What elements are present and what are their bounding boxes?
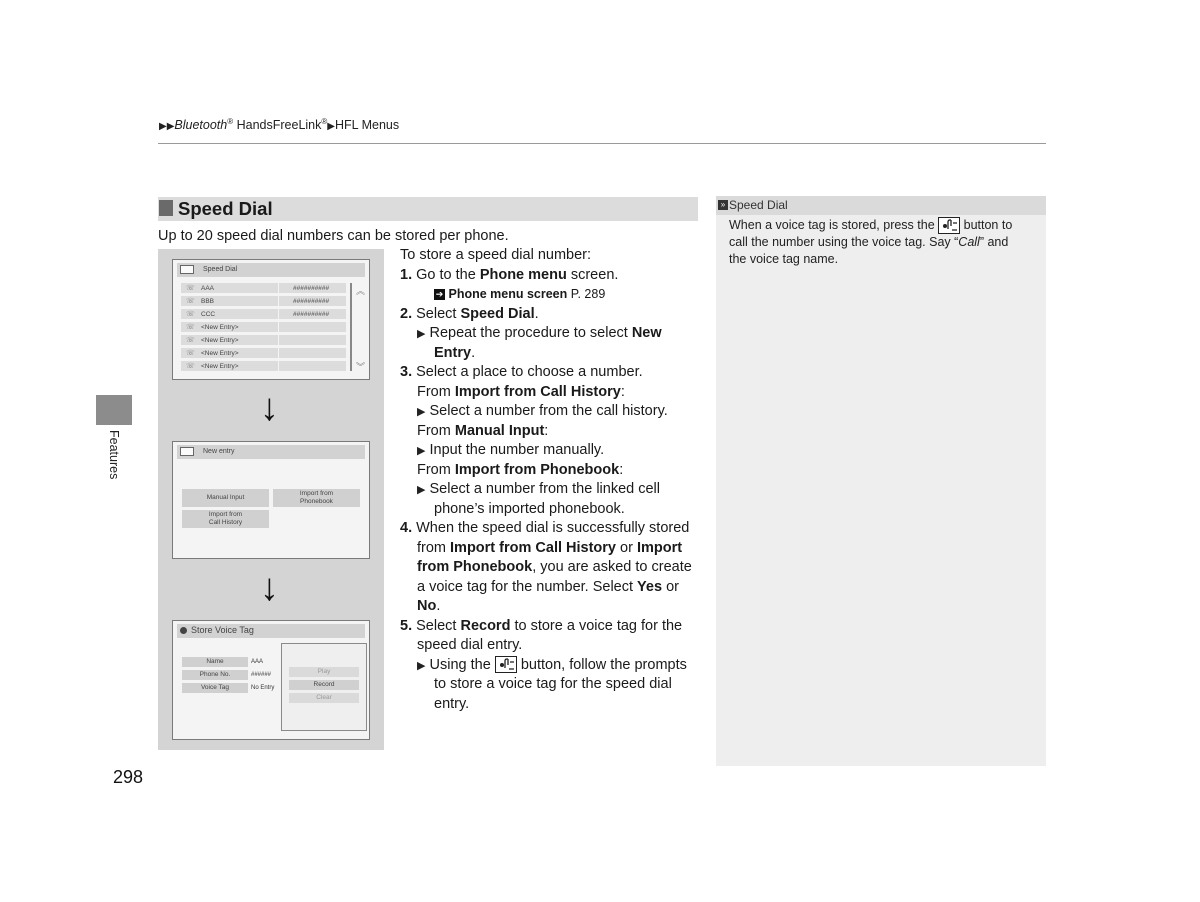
screen-titlebar (177, 445, 365, 459)
divider (278, 361, 279, 371)
phone-icon: ☏ (186, 285, 195, 292)
option-line: Import from (208, 511, 243, 518)
step-text: From (417, 461, 455, 478)
breadcrumb (159, 117, 399, 132)
section-heading (158, 197, 698, 221)
divider (278, 309, 279, 319)
entry-number: ########## (293, 285, 330, 292)
step-3-from-manual-input (417, 422, 548, 442)
step-1-reference (434, 285, 605, 305)
step-text: or (662, 578, 679, 595)
steps-lead: To store a speed dial number: (400, 247, 592, 263)
step-bold: Entry (434, 344, 472, 361)
divider (278, 283, 279, 293)
new-entry-screen (172, 441, 370, 559)
option-line: Phonebook (300, 498, 333, 505)
step-text: or (616, 539, 637, 556)
entry-name: CCC (201, 311, 216, 318)
step-bold: Yes (637, 578, 663, 595)
step-text: . (436, 598, 441, 614)
step-4 (400, 519, 689, 539)
step-1 (400, 266, 618, 286)
phone-icon (180, 265, 194, 274)
phone-icon: ☏ (186, 298, 195, 305)
triangle-right-icon: ▶ (417, 659, 426, 672)
step-5-sub-line-2: to store a voice tag for the speed dial (434, 676, 672, 692)
step-text: : (544, 422, 549, 439)
step-3 (400, 363, 643, 383)
triangle-right-icon: ▶ (327, 121, 335, 133)
page-number: 298 (113, 767, 144, 787)
phone-icon: ☏ (186, 363, 195, 370)
step-text: From (417, 422, 455, 439)
screen-title: New entry (203, 448, 235, 455)
chapter-tab-marker (96, 395, 132, 425)
step-bold: Speed Dial (460, 305, 535, 322)
voice-icon (180, 627, 187, 634)
option-line: Import from (299, 490, 334, 497)
scroll-down-icon: ︾ (356, 362, 366, 372)
talk-button-icon (938, 217, 960, 234)
clear-option: Clear (289, 693, 359, 703)
step-2-sub-cont (434, 344, 475, 364)
step-4-line-2 (417, 539, 682, 559)
entry-number: ########## (293, 311, 330, 318)
note-line-1 (729, 217, 1034, 234)
step-4-line-3 (417, 558, 692, 578)
step-text: button, follow the prompts (516, 656, 687, 673)
divider (278, 296, 279, 306)
step-3-from-call-history (417, 383, 625, 403)
breadcrumb-handsfreelink: HandsFreeLink (236, 118, 322, 133)
screen-title: Speed Dial (203, 266, 238, 273)
step-text: to store a voice tag for the (510, 617, 683, 634)
step-text: screen. (566, 266, 619, 283)
option-line: Call History (208, 519, 243, 526)
step-text: Input the number manually. (429, 442, 605, 458)
step-2 (400, 305, 539, 325)
step-text: from (417, 539, 451, 556)
step-bold: Import from Phonebook (454, 461, 620, 478)
chapter-tab-text: Features (107, 430, 121, 480)
entry-number: ########## (293, 298, 330, 305)
step-number: 2. (400, 305, 413, 322)
entry-name: AAA (201, 285, 215, 292)
import-phonebook-option (273, 489, 360, 507)
step-3-from-phonebook (417, 461, 623, 481)
entry-name: <New Entry> (201, 350, 239, 357)
step-3-sub-1 (417, 402, 668, 423)
side-note-title: Speed Dial (729, 198, 788, 212)
step-bold: New (631, 325, 662, 341)
section-title: Speed Dial (178, 198, 273, 219)
voice-tag-label: Voice Tag (182, 683, 248, 693)
list-item (181, 322, 346, 332)
triangle-right-icon: ▶ (417, 445, 426, 457)
heading-square-icon (159, 200, 173, 216)
name-label: Name (182, 657, 248, 667)
import-call-history-option (182, 510, 269, 528)
note-arrow-icon: » (718, 200, 728, 210)
step-text: Select a number from the call history. (429, 403, 668, 419)
entry-name: <New Entry> (201, 337, 239, 344)
step-number: 5. (400, 617, 413, 634)
entry-name: <New Entry> (201, 363, 239, 370)
triangle-right-icon: ▶ (417, 484, 426, 496)
note-italic: Call (958, 235, 980, 250)
step-bold: from Phonebook (417, 559, 533, 575)
arrow-down-icon: ↓ (260, 387, 279, 429)
step-5-sub (417, 656, 687, 677)
phone-icon: ☏ (186, 324, 195, 331)
step-5-line-2: speed dial entry. (417, 637, 523, 653)
step-text: Select (416, 617, 461, 634)
side-note-header (716, 196, 1046, 215)
step-text: . (471, 344, 476, 361)
note-line-2 (729, 234, 1034, 251)
list-item (181, 283, 346, 293)
voice-tag-value: No Entry (251, 685, 275, 691)
step-bold: Manual Input (454, 422, 545, 439)
step-text: Select a place to choose a number. (416, 364, 643, 380)
phone-icon: ☏ (186, 311, 195, 318)
step-bold: Record (460, 617, 511, 634)
note-line-3: the voice tag name. (729, 252, 839, 267)
step-2-sub (417, 324, 662, 345)
note-text: When a voice tag is stored, press the (729, 218, 939, 232)
note-text: button to (960, 218, 1013, 232)
side-note-body (729, 217, 1034, 268)
phone-icon: ☏ (186, 350, 195, 357)
step-text: Select a number from the linked cell (429, 481, 660, 497)
step-text: , you are asked to create (532, 559, 692, 575)
step-bold: No (417, 598, 437, 614)
store-voice-tag-screen (172, 620, 370, 740)
manual-input-option: Manual Input (182, 489, 269, 507)
screen-title: Store Voice Tag (191, 625, 254, 635)
phone-icon: ☏ (186, 337, 195, 344)
step-number: 3. (400, 364, 413, 380)
divider (278, 348, 279, 358)
list-item (181, 348, 346, 358)
screenshots-panel (158, 249, 384, 750)
step-text: a voice tag for the number. Select (417, 578, 638, 595)
divider (278, 322, 279, 332)
list-item (181, 296, 346, 306)
side-note (716, 196, 1046, 766)
triangle-right-icon: ▶▶ (159, 121, 175, 133)
step-bold: Import (636, 539, 683, 556)
step-4-line-4 (417, 578, 679, 598)
chapter-tab-label (96, 430, 132, 490)
list-item (181, 309, 346, 319)
step-bold: Phone menu (479, 266, 567, 283)
step-5-sub-line-3: entry. (434, 695, 470, 712)
entry-name: BBB (201, 298, 215, 305)
phone-no-label: Phone No. (182, 670, 248, 680)
step-number: 1. (400, 266, 413, 283)
step-text: Using the (429, 656, 495, 673)
step-3-sub-3-cont: phone’s imported phonebook. (434, 500, 625, 517)
name-value: AAA (251, 659, 264, 665)
breadcrumb-hfl-menus: HFL Menus (334, 118, 400, 133)
triangle-right-icon: ▶ (417, 406, 426, 418)
arrow-down-icon: ↓ (260, 567, 279, 609)
section-intro: Up to 20 speed dial numbers can be stored per phone. (158, 228, 509, 244)
step-text: Repeat the procedure to select (429, 325, 632, 341)
reference-page: P. 289 (567, 287, 606, 301)
speed-dial-screen (172, 259, 370, 380)
note-text: call the number using the voice tag. Say “ (729, 235, 959, 250)
record-option: Record (289, 680, 359, 690)
header-divider (158, 143, 1046, 144)
step-bold: Import from Call History (454, 383, 621, 400)
breadcrumb-bluetooth: Bluetooth (174, 118, 228, 133)
list-item (181, 335, 346, 345)
step-text: : (619, 461, 624, 478)
step-text: : (620, 383, 625, 400)
step-number: 4. (400, 520, 413, 536)
voice-tag-menu (281, 643, 367, 731)
scrollbar (350, 283, 352, 371)
step-3-sub-3 (417, 480, 660, 501)
phone-icon (180, 447, 194, 456)
phone-no-value: ###### (251, 672, 272, 678)
step-text: When the speed dial is successfully stored (416, 520, 690, 536)
reference-arrow-icon: ➔ (435, 289, 444, 300)
registered-mark: ® (321, 117, 328, 126)
triangle-right-icon: ▶ (417, 328, 426, 340)
play-option: Play (289, 667, 359, 677)
screen-titlebar (177, 624, 365, 638)
list-item (181, 361, 346, 371)
step-3-sub-2 (417, 441, 604, 462)
talk-button-icon (495, 656, 517, 673)
note-text: ” and (979, 235, 1009, 250)
step-text: Select (416, 305, 461, 322)
scroll-up-icon: ︽ (356, 286, 366, 296)
registered-mark: ® (227, 117, 234, 126)
screen-titlebar (177, 263, 365, 277)
step-text: From (417, 383, 455, 400)
entry-name: <New Entry> (201, 324, 239, 331)
step-text: . (534, 305, 539, 322)
divider (278, 335, 279, 345)
step-bold: Import from Call History (450, 539, 616, 556)
step-4-line-5 (417, 597, 440, 617)
reference-link[interactable]: Phone menu screen (448, 287, 568, 301)
step-5 (400, 617, 682, 637)
step-text: Go to the (416, 266, 480, 283)
